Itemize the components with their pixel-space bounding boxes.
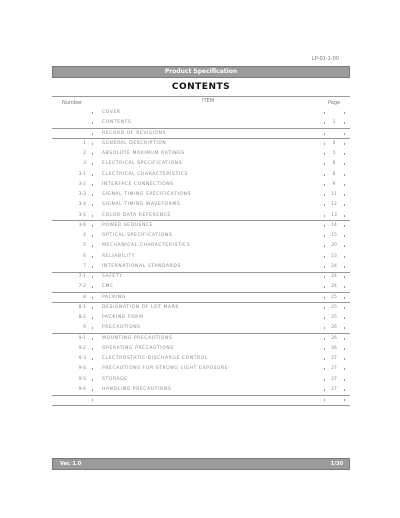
column-separator-tick [344,256,345,258]
column-separator-tick [324,358,325,360]
column-separator-tick [324,163,325,165]
column-separator-tick [324,389,325,391]
row-item: ELECTROSTATIC DISCHARGE CONTROL [102,356,209,361]
column-separator-tick [92,399,93,401]
column-separator-tick [344,307,345,309]
table-row [52,170,350,180]
table-row [52,375,350,385]
column-header-item: ITEM [202,98,215,104]
table-row [52,159,350,169]
column-separator-tick [324,317,325,319]
row-page: 24 [331,274,337,279]
row-item: INTERFACE CONNECTIONS [102,181,174,187]
column-separator-tick [324,297,325,299]
column-separator-tick [92,276,93,278]
column-separator-tick [324,133,325,135]
row-page: 27 [331,386,337,392]
column-separator-tick [92,286,93,288]
row-number: 9-5 [78,376,86,382]
column-separator-tick [324,235,325,237]
column-separator-tick [92,112,93,114]
table-row [52,221,350,231]
column-separator-tick [92,204,93,206]
row-page: 12 [331,202,337,208]
row-item: RECORD OF REVISIONS [102,130,166,136]
row-number: 2 [83,151,86,156]
table-top-rule [52,96,350,97]
table-row [52,364,350,374]
column-separator-tick [324,266,325,268]
row-page: 25 [331,315,337,320]
column-separator-tick [92,266,93,268]
column-separator-tick [92,215,93,217]
row-page: 25 [331,294,337,300]
row-item: PACKING [102,294,126,300]
table-row [52,313,350,323]
row-page: 27 [331,376,337,382]
column-separator-tick [324,194,325,196]
footer-page-number: 1/30 [330,461,343,467]
column-separator-tick [92,194,93,196]
column-separator-tick [344,358,345,360]
column-separator-tick [92,163,93,165]
header-bar [52,66,350,78]
row-page: 26 [331,325,337,331]
row-item: ELECTRICAL CHARACTERISTICS [102,171,188,177]
row-number: 3-2 [78,181,86,187]
column-separator-tick [324,348,325,350]
column-separator-tick [324,225,325,227]
column-separator-tick [344,327,345,329]
column-separator-tick [344,245,345,247]
header-title: Product Specification [164,68,238,75]
row-number: 8-1 [78,304,86,310]
table-row [52,118,350,128]
row-page: 13 [331,212,337,218]
column-separator-tick [324,174,325,176]
row-item: SIGNAL TIMING WAVEFORMS [102,202,181,208]
column-separator-tick [344,143,345,145]
row-number: 6 [83,253,86,259]
row-page: 27 [331,366,337,372]
column-separator-tick [92,133,93,135]
row-number: 9 [83,325,86,331]
column-separator-tick [344,122,345,124]
row-item: COLOR DATA REFERENCE [102,212,171,218]
row-number: 9-2 [78,345,86,351]
row-number: 5 [83,243,86,249]
column-separator-tick [92,379,93,381]
row-item: MECHANICAL CHARACTERISTICS [102,243,191,249]
row-item: CONTENTS [102,120,132,126]
row-item: INTERNATIONAL STANDARDS [102,263,181,269]
row-item: PRECAUTIONS [102,325,141,331]
footer-version: Ver. 1.0 [60,461,82,467]
row-number: 4 [83,233,86,238]
row-item: SIGNAL TIMING SPECIFICATIONS [102,192,191,197]
row-page: 24 [331,284,337,290]
column-separator-tick [324,338,325,340]
column-separator-tick [344,276,345,278]
column-separator-tick [344,184,345,186]
row-number: 3-6 [78,222,86,228]
column-separator-tick [344,215,345,217]
row-number: 8 [83,294,86,300]
row-page: 26 [331,345,337,351]
table-row [52,395,350,405]
column-separator-tick [344,297,345,299]
column-header-page: Page [328,100,341,106]
column-separator-tick [92,327,93,329]
column-separator-tick [324,204,325,206]
row-page: 11 [331,192,337,197]
column-separator-tick [92,368,93,370]
row-item: PACKING FORM [102,315,144,320]
column-separator-tick [344,389,345,391]
row-page: 15 [331,233,337,238]
row-item: DESIGNATION OF LOT MARK [102,304,179,310]
column-separator-tick [344,379,345,381]
row-item: ABSOLUTE MAXIMUM RATINGS [102,151,185,156]
column-separator-tick [92,225,93,227]
column-separator-tick [92,184,93,186]
row-page: 26 [331,335,337,341]
row-number: 3-5 [78,212,86,218]
row-item: ELECTRICAL SPECIFICATIONS [102,161,183,167]
row-item: POWER SEQUENCE [102,222,154,228]
table-row [52,129,350,139]
table-row [52,272,350,282]
table-row [52,108,350,118]
row-number: 3-1 [78,171,86,177]
row-number: 3 [83,161,86,167]
row-number: 1 [83,140,86,146]
column-separator-tick [344,266,345,268]
column-separator-tick [344,286,345,288]
row-item: MOUNTING PRECAUTIONS [102,335,173,341]
column-separator-tick [344,348,345,350]
column-separator-tick [324,276,325,278]
footer-bar [52,458,350,470]
row-page: 9 [332,181,336,187]
row-page: 1 [332,120,336,126]
row-page: 4 [332,140,336,146]
row-item: OPERATING PRECAUTIONS [102,345,174,351]
table-divider [52,405,350,406]
column-separator-tick [344,112,345,114]
table-row [52,139,350,149]
column-separator-tick [324,122,325,124]
column-separator-tick [344,317,345,319]
column-header-number: Number [62,100,83,106]
column-separator-tick [92,245,93,247]
table-row [52,190,350,200]
row-item: STORAGE [102,376,128,382]
column-separator-tick [324,379,325,381]
column-separator-tick [92,153,93,155]
column-separator-tick [92,174,93,176]
column-separator-tick [324,256,325,258]
column-separator-tick [92,389,93,391]
row-number: 9-6 [78,386,86,392]
table-row [52,323,350,333]
column-separator-tick [92,256,93,258]
row-item: COVER [102,110,121,115]
row-item: GENERAL DESCRIPTION [102,140,167,146]
column-separator-tick [344,235,345,237]
row-number: 8-2 [78,315,86,320]
column-separator-tick [92,143,93,145]
column-separator-tick [344,368,345,370]
column-separator-tick [92,122,93,124]
column-separator-tick [324,399,325,401]
table-row [52,252,350,262]
column-separator-tick [92,348,93,350]
column-separator-tick [92,307,93,309]
row-number: 9-3 [78,356,86,361]
table-row [52,241,350,251]
row-page: 5 [332,151,336,156]
column-separator-tick [324,327,325,329]
column-separator-tick [344,225,345,227]
row-item: HANDLING PRECAUTIONS [102,386,172,392]
column-separator-tick [344,194,345,196]
column-separator-tick [344,163,345,165]
table-row [52,231,350,241]
column-separator-tick [324,143,325,145]
row-page: 6 [332,161,336,167]
row-page: 24 [331,263,337,269]
column-separator-tick [344,133,345,135]
table-row [52,200,350,210]
column-separator-tick [344,174,345,176]
column-separator-tick [92,235,93,237]
column-separator-tick [324,307,325,309]
table-row [52,211,350,221]
row-page: 25 [331,304,337,310]
row-page: 20 [331,243,337,249]
row-page: 14 [331,222,337,228]
column-separator-tick [324,245,325,247]
contents-title: CONTENTS [171,82,231,92]
column-separator-tick [344,153,345,155]
table-row [52,262,350,272]
row-page: 6 [332,171,336,177]
column-separator-tick [324,184,325,186]
row-number: 7 [83,263,86,269]
row-page: 23 [331,253,337,259]
row-number: 7-2 [78,284,86,290]
table-row [52,385,350,395]
table-row [52,303,350,313]
column-separator-tick [344,204,345,206]
row-item: RELIABILITY [102,253,136,259]
column-separator-tick [92,338,93,340]
column-separator-tick [324,112,325,114]
column-separator-tick [324,368,325,370]
column-separator-tick [92,297,93,299]
table-row [52,149,350,159]
row-number: 9-4 [78,366,86,372]
table-row [52,344,350,354]
column-separator-tick [92,358,93,360]
document-code: LP-01-1-00 [312,56,340,62]
row-number: 7-1 [78,274,86,279]
row-item: EMC [102,284,114,290]
table-row [52,334,350,344]
row-number: 3-4 [78,202,86,208]
column-separator-tick [92,317,93,319]
column-separator-tick [344,338,345,340]
document-page [52,66,350,468]
table-row [52,180,350,190]
row-item: OPTICAL SPECIFICATIONS [102,233,173,238]
table-row [52,282,350,292]
column-separator-tick [324,215,325,217]
row-item: PRECAUTIONS FOR STRONG LIGHT EXPOSURE [102,366,229,372]
column-separator-tick [324,286,325,288]
row-number: 3-3 [78,192,86,197]
table-row [52,354,350,364]
column-separator-tick [324,153,325,155]
table-row [52,293,350,303]
row-number: 9-1 [78,335,86,341]
column-separator-tick [344,399,345,401]
row-item: SAFETY [102,274,123,279]
row-page: 27 [331,356,337,361]
